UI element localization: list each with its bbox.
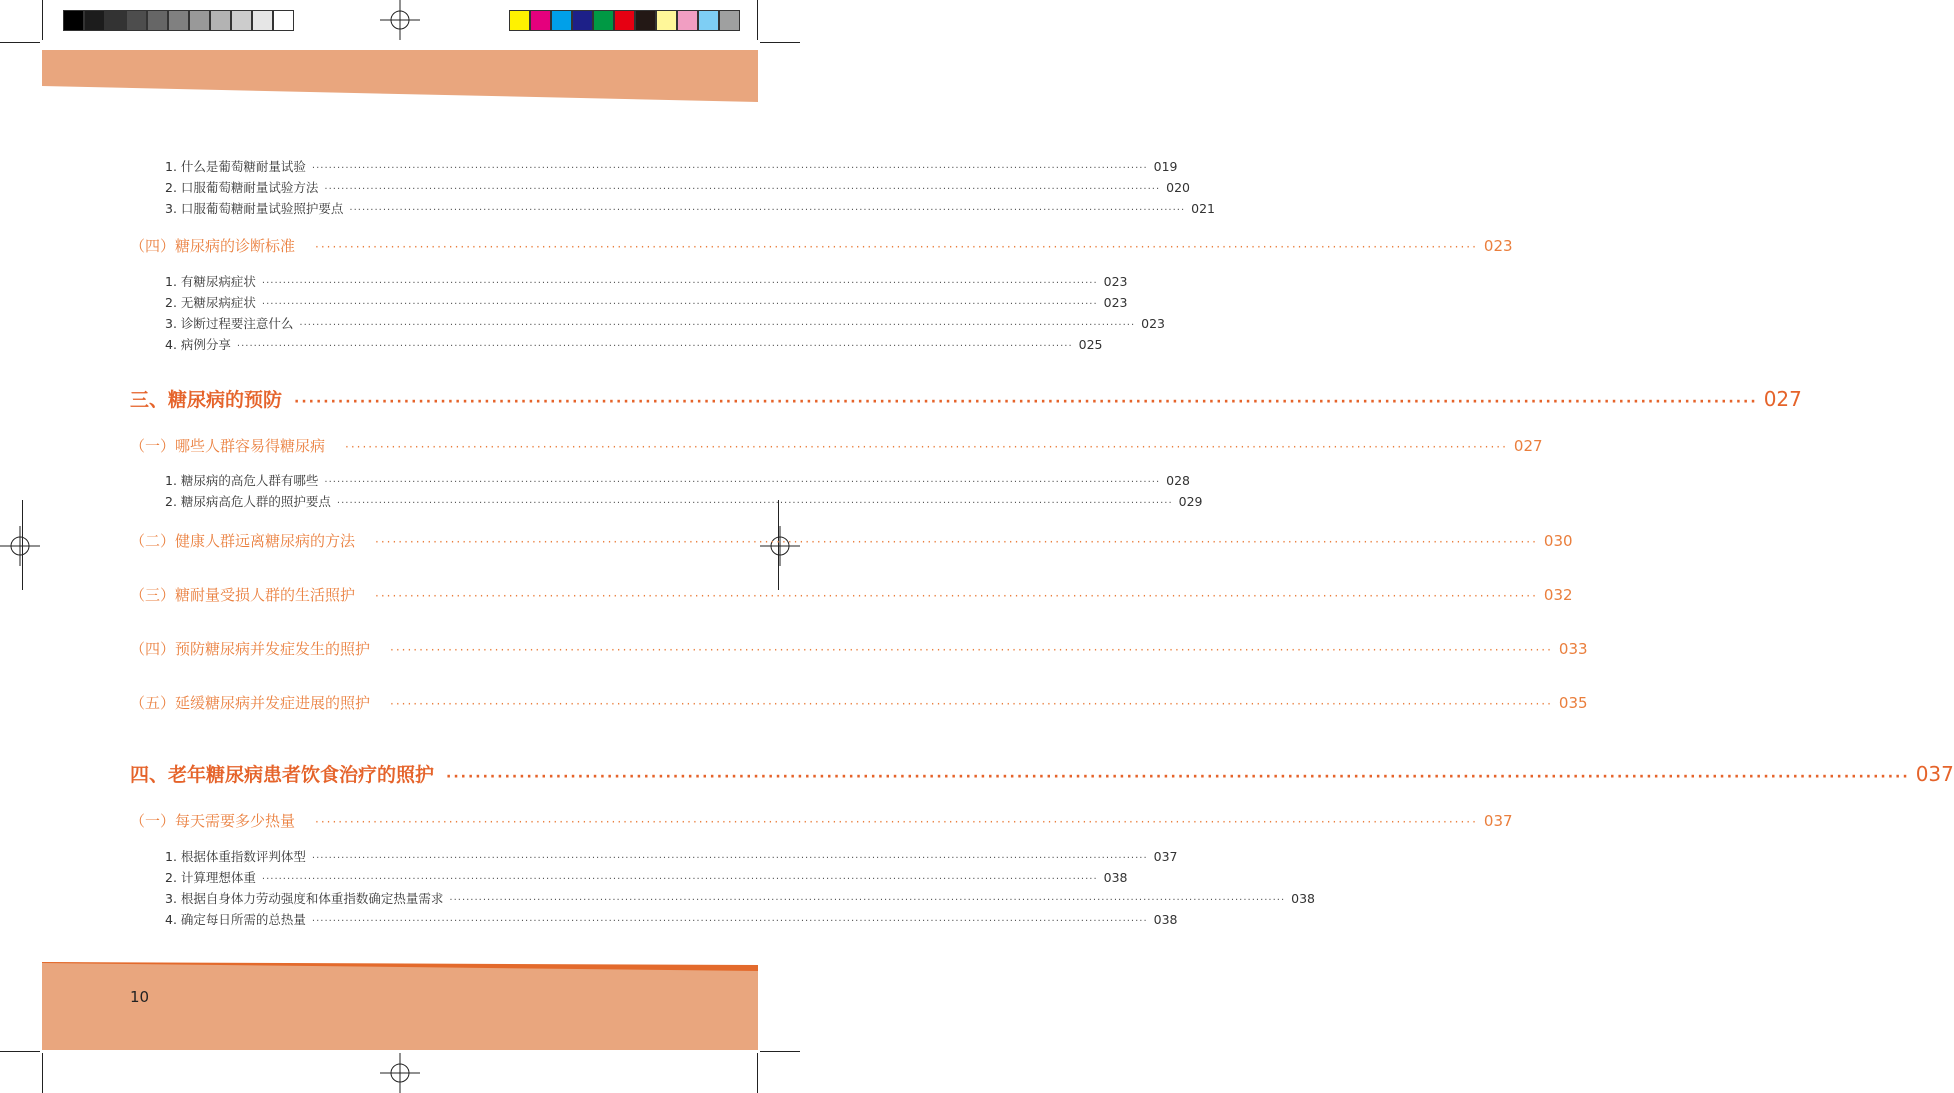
toc-leader-dots: ········································································································································································································ xyxy=(261,874,1098,885)
toc-entry[interactable] xyxy=(165,847,1178,865)
toc-entry-label: 四、老年糖尿病患者饮食治疗的照护 xyxy=(130,764,435,786)
toc-entry-label: 4. 病例分享 xyxy=(165,337,231,352)
toc-entry-page: 029 xyxy=(1178,494,1203,509)
toc-entry[interactable] xyxy=(130,760,1954,788)
toc-leader-dots: ········································································································································································································ xyxy=(294,394,1758,410)
toc-entry[interactable] xyxy=(165,471,1191,489)
toc-entry-label: 2. 计算理想体重 xyxy=(165,870,256,885)
toc-entry-page: 037 xyxy=(1153,849,1178,864)
toc-entry-label: 1. 糖尿病的高危人群有哪些 xyxy=(165,473,319,488)
toc-leader-dots: ········································································································································································································ xyxy=(236,341,1073,352)
toc-entry-label: 2. 口服葡萄糖耐量试验方法 xyxy=(165,180,319,195)
toc-leader-dots: ········································································································································································································ xyxy=(345,440,1508,454)
toc-leader-dots: ········································································································································································································ xyxy=(324,184,1161,195)
toc-leader-dots: ········································································································································································································ xyxy=(299,320,1136,331)
toc-leader-dots: ········································································································································································································ xyxy=(375,589,1538,603)
toc-entry[interactable] xyxy=(165,335,1103,353)
toc-entry-label: 3. 根据自身体力劳动强度和体重指数确定热量需求 xyxy=(165,891,444,906)
toc-entry-page: 023 xyxy=(1103,274,1128,289)
toc-entry-page: 028 xyxy=(1166,473,1191,488)
toc-entry-page: 021 xyxy=(1191,201,1216,216)
toc-entry[interactable] xyxy=(165,293,1128,311)
toc-entry[interactable] xyxy=(130,638,1588,662)
toc-entry-page: 027 xyxy=(1513,437,1543,455)
toc-entry[interactable] xyxy=(130,692,1588,716)
toc-entry[interactable] xyxy=(165,314,1166,332)
toc-entry-label: （四）预防糖尿病并发症发生的照护 xyxy=(130,640,371,658)
toc-leader-dots: ········································································································································································································ xyxy=(349,205,1186,216)
toc-entry[interactable] xyxy=(165,492,1203,510)
toc-leader-dots: ········································································································································································································ xyxy=(449,895,1286,906)
toc-entry-label: （四）糖尿病的诊断标准 xyxy=(130,237,296,255)
toc-entry[interactable] xyxy=(130,235,1513,259)
toc-entry[interactable] xyxy=(130,530,1573,554)
toc-leader-dots: ········································································································································································································ xyxy=(311,163,1148,174)
toc-leader-dots: ········································································································································································································ xyxy=(324,477,1161,488)
toc-entry-page: 037 xyxy=(1483,812,1513,830)
toc-entry[interactable] xyxy=(130,584,1573,608)
toc-entry-page: 035 xyxy=(1558,694,1588,712)
toc-leader-dots: ········································································································································································································ xyxy=(390,697,1553,711)
toc-entry-label: 3. 诊断过程要注意什么 xyxy=(165,316,294,331)
toc-leader-dots: ········································································································································································································ xyxy=(311,916,1148,927)
toc-entry-page: 038 xyxy=(1103,870,1128,885)
toc-entry[interactable] xyxy=(165,910,1178,928)
toc-entry-label: （五）延缓糖尿病并发症进展的照护 xyxy=(130,694,371,712)
toc-entry-page: 038 xyxy=(1291,891,1316,906)
toc-leader-dots: ········································································································································································································ xyxy=(315,815,1478,829)
toc-leader-dots: ········································································································································································································ xyxy=(336,498,1173,509)
toc-entry-label: 三、糖尿病的预防 xyxy=(130,389,283,411)
toc-leader-dots: ········································································································································································································ xyxy=(261,278,1098,289)
toc-entry-label: （一）哪些人群容易得糖尿病 xyxy=(130,437,326,455)
toc-entry-label: 1. 根据体重指数评判体型 xyxy=(165,849,306,864)
toc-leader-dots: ········································································································································································································ xyxy=(311,853,1148,864)
toc-entry-label: 1. 有糖尿病症状 xyxy=(165,274,256,289)
toc-entry[interactable] xyxy=(165,889,1316,907)
toc-entry-page: 020 xyxy=(1166,180,1191,195)
toc-entry-label: 3. 口服葡萄糖耐量试验照护要点 xyxy=(165,201,344,216)
toc-entry-page: 019 xyxy=(1153,159,1178,174)
toc-entry-label: （三）糖耐量受损人群的生活照护 xyxy=(130,586,356,604)
toc-entry-page: 037 xyxy=(1915,762,1954,786)
toc-entry-page: 023 xyxy=(1141,316,1166,331)
toc-entry[interactable] xyxy=(165,157,1178,175)
toc-entry-page: 023 xyxy=(1103,295,1128,310)
toc-entry-page: 032 xyxy=(1543,586,1573,604)
toc-entry-label: 1. 什么是葡萄糖耐量试验 xyxy=(165,159,306,174)
toc-entry[interactable] xyxy=(165,178,1191,196)
toc-entry[interactable] xyxy=(165,199,1216,217)
toc-leader-dots: ········································································································································································································ xyxy=(446,769,1910,785)
toc-entry[interactable] xyxy=(130,385,1802,413)
toc-entry-page: 023 xyxy=(1483,237,1513,255)
toc-leader-dots: ········································································································································································································ xyxy=(315,240,1478,254)
toc-entry-label: （二）健康人群远离糖尿病的方法 xyxy=(130,532,356,550)
toc-entry-page: 025 xyxy=(1078,337,1103,352)
toc-entry-label: 4. 确定每日所需的总热量 xyxy=(165,912,306,927)
toc-entry-label: 2. 无糖尿病症状 xyxy=(165,295,256,310)
toc-entry-label: （一）每天需要多少热量 xyxy=(130,812,296,830)
toc-leader-dots: ········································································································································································································ xyxy=(261,299,1098,310)
toc-entry[interactable] xyxy=(130,810,1513,834)
toc-entry[interactable] xyxy=(165,272,1128,290)
toc-entry-page: 027 xyxy=(1763,387,1802,411)
toc-entry[interactable] xyxy=(130,435,1543,459)
toc-leader-dots: ········································································································································································································ xyxy=(375,535,1538,549)
toc-entry-label: 2. 糖尿病高危人群的照护要点 xyxy=(165,494,331,509)
toc-entry-page: 033 xyxy=(1558,640,1588,658)
toc-leader-dots: ········································································································································································································ xyxy=(390,643,1553,657)
toc-entry-page: 030 xyxy=(1543,532,1573,550)
toc-entry-page: 038 xyxy=(1153,912,1178,927)
page-number: 10 xyxy=(130,988,150,1006)
toc-entry[interactable] xyxy=(165,868,1128,886)
